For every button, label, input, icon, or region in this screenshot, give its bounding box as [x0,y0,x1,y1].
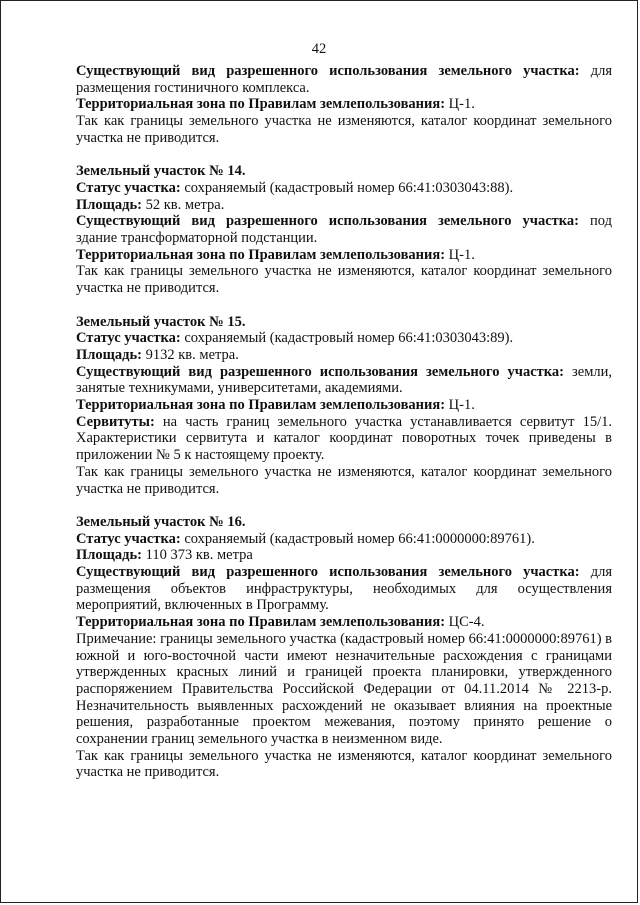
plot-16-status [76,531,612,548]
plot-15-zone [76,397,612,414]
use-value: для размещения объектов инфраструктуры, необходимых для осуществления мероприятий, включенных в Программу. [76,564,612,614]
use-paragraph [76,63,612,96]
zone-paragraph [76,96,612,113]
zone-label: Территориальная зона по Правилам землепользования: [76,614,446,631]
plot-15-title: Земельный участок № 15. [76,313,246,330]
zone-label: Территориальная зона по Правилам землепользования: [76,96,446,113]
area-label: Площадь: [76,196,142,213]
plot-14-use [76,213,612,246]
coordinates-note: Так как границы земельного участка не изменяются, каталог координат земельного участка не приводится. [76,113,612,146]
plot-14-title: Земельный участок № 14. [76,163,246,180]
status-label: Статус участка: [76,330,181,347]
zone-label: Территориальная зона по Правилам землепользования: [76,397,446,414]
use-value: под здание трансформаторной подстанции. [76,213,612,247]
plot-15-area [76,347,612,364]
area-label: Площадь: [76,547,142,564]
servitude-value: на часть границ земельного участка устанавливается сервитут 15/1. Характеристики сервитута и каталог координат поворотных точек приведены в приложении № 5 к настоящему проекту. [76,413,612,464]
plot-16-remark: Примечание: границы земельного участка (кадастровый номер 66:41:0000000:89761) в южной и юго-восточной части имеют незначительные расхождения с границами утвержденных красных линий и границей проекта планировки, утвержденного распоряжением Правительства Российской Федерации от 04.11.2014 № 2213-р. Незначительность выявленных расхождений не оказывает влияния на проектные решения, разработанные проектом межевания, поэтому принято решение о сохранении границ земельного участка в неизменном виде. [76,630,613,748]
plot-16-area [76,547,612,564]
plot-15-status [76,330,612,347]
document-body [76,63,612,781]
plot-15-servitude [76,414,612,464]
use-label: Существующий вид разрешенного использования земельного участка: [76,63,580,79]
plot-16-title: Земельный участок № 16. [76,513,246,530]
area-label: Площадь: [76,346,142,363]
servitude-label: Сервитуты: [76,413,155,430]
use-label: Существующий вид разрешенного использования земельного участка: [76,213,579,230]
use-label: Существующий вид разрешенного использования земельного участка: [76,363,564,380]
zone-label: Территориальная зона по Правилам землепользования: [76,246,446,263]
status-value: сохраняемый (кадастровый номер 66:41:0000000:89761). [180,530,535,547]
plot-14-note: Так как границы земельного участка не изменяются, каталог координат земельного участка не приводится. [76,263,612,297]
plot-16-note: Так как границы земельного участка не изменяются, каталог координат земельного участка не приводится. [76,747,612,781]
page-number: 42 [311,41,327,57]
plot-14-zone [76,247,612,264]
zone-value: Ц-1. [445,96,475,113]
plot-14-status [76,180,612,197]
use-value: для размещения гостиничного комплекса. [76,63,613,96]
use-label: Существующий вид разрешенного использования земельного участка: [76,564,580,581]
area-value: 110 373 кв. метра [142,547,253,564]
status-label: Статус участка: [76,179,181,196]
zone-value: ЦС-4. [445,614,485,631]
plot-14-area [76,197,612,214]
zone-value: Ц-1. [445,397,475,414]
area-value: 9132 кв. метра. [142,346,239,363]
status-value: сохраняемый (кадастровый номер 66:41:0303043:88). [180,179,514,196]
area-value: 52 кв. метра. [142,196,225,213]
status-value: сохраняемый (кадастровый номер 66:41:0303043:89). [180,330,514,347]
use-value: земли, занятые техникумами, университетами, академиями. [76,363,612,397]
status-label: Статус участка: [76,530,181,547]
plot-15-note: Так как границы земельного участка не изменяются, каталог координат земельного участка не приводится. [76,463,612,497]
plot-16-use [76,564,612,614]
plot-15-use [76,364,612,397]
plot-16-zone [76,614,612,631]
zone-value: Ц-1. [445,246,475,263]
